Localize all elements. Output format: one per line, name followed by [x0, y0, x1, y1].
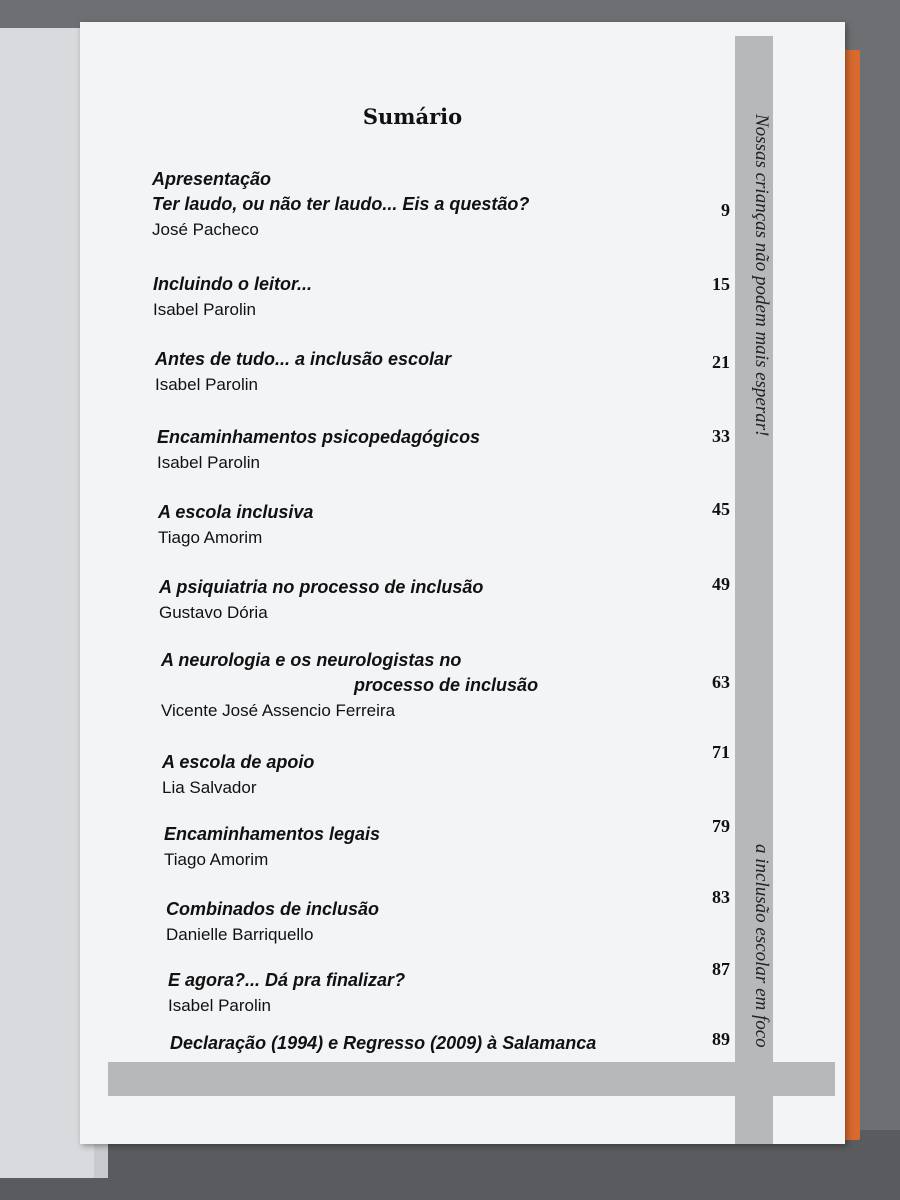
entry-title: E agora?... Dá pra finalizar?: [168, 970, 406, 990]
entry-author: Isabel Parolin: [155, 375, 259, 394]
entry-author: Lia Salvador: [162, 778, 257, 797]
entry-author: Isabel Parolin: [168, 996, 272, 1015]
entry-title: A neurologia e os neurologistas no: [161, 650, 462, 670]
entry-title: Antes de tudo... a inclusão escolar: [155, 349, 452, 369]
entry-title: A psiquiatria no processo de inclusão: [159, 577, 484, 597]
entry-author: Gustavo Dória: [159, 603, 268, 622]
page-number: 79: [712, 816, 730, 836]
toc-entry: [153, 272, 312, 322]
entry-author: Vicente José Assencio Ferreira: [161, 701, 396, 720]
toc-entry: [170, 1031, 596, 1056]
toc-entry: [162, 750, 314, 800]
page-title: Sumário: [362, 104, 463, 129]
entry-subtitle: Ter laudo, ou não ter laudo... Eis a questão?: [152, 194, 530, 214]
toc-entry: [159, 575, 483, 625]
page-number: 9: [721, 200, 730, 220]
toc-entry: [157, 425, 480, 475]
toc-entry: [155, 347, 451, 397]
entry-author: Tiago Amorim: [164, 850, 269, 869]
toc-entry: [152, 167, 529, 242]
entry-title: Apresentação: [152, 169, 272, 189]
entry-author: José Pacheco: [152, 220, 259, 239]
bottom-band: [108, 1062, 835, 1096]
toc-entry: [161, 648, 538, 723]
entry-title: Incluindo o leitor...: [153, 274, 313, 294]
page-number: 89: [712, 1029, 730, 1049]
entry-title: Encaminhamentos psicopedagógicos: [157, 427, 481, 447]
entry-title: Combinados de inclusão: [166, 899, 380, 919]
page-number: 45: [712, 499, 730, 519]
contents-page: [80, 22, 845, 1144]
entry-title: Encaminhamentos legais: [164, 824, 381, 844]
entry-title: Declaração (1994) e Regresso (2009) à Salamanca: [170, 1033, 597, 1053]
entry-title: A escola de apoio: [162, 752, 315, 772]
entry-subtitle: processo de inclusão: [354, 675, 539, 695]
toc-entry: [158, 500, 313, 550]
entry-title: A escola inclusiva: [158, 502, 314, 522]
entry-author: Tiago Amorim: [158, 528, 263, 547]
page-number: 83: [712, 887, 730, 907]
side-text-top: Nossas crianças não podem mais esperar!: [751, 114, 772, 437]
entry-author: Isabel Parolin: [153, 300, 257, 319]
toc-entry: [164, 822, 380, 872]
page-number: 15: [712, 274, 730, 294]
page-number: 33: [712, 426, 730, 446]
page-number: 87: [712, 959, 730, 979]
page-number: 63: [712, 672, 730, 692]
side-text-bottom: a inclusão escolar em foco: [751, 844, 772, 1048]
entry-author: Isabel Parolin: [157, 453, 261, 472]
page-number: 49: [712, 574, 730, 594]
toc-entry: [166, 897, 379, 947]
entry-author: Danielle Barriquello: [166, 925, 314, 944]
page-number: 21: [712, 352, 730, 372]
toc-entry: [168, 968, 405, 1018]
page-number: 71: [712, 742, 730, 762]
